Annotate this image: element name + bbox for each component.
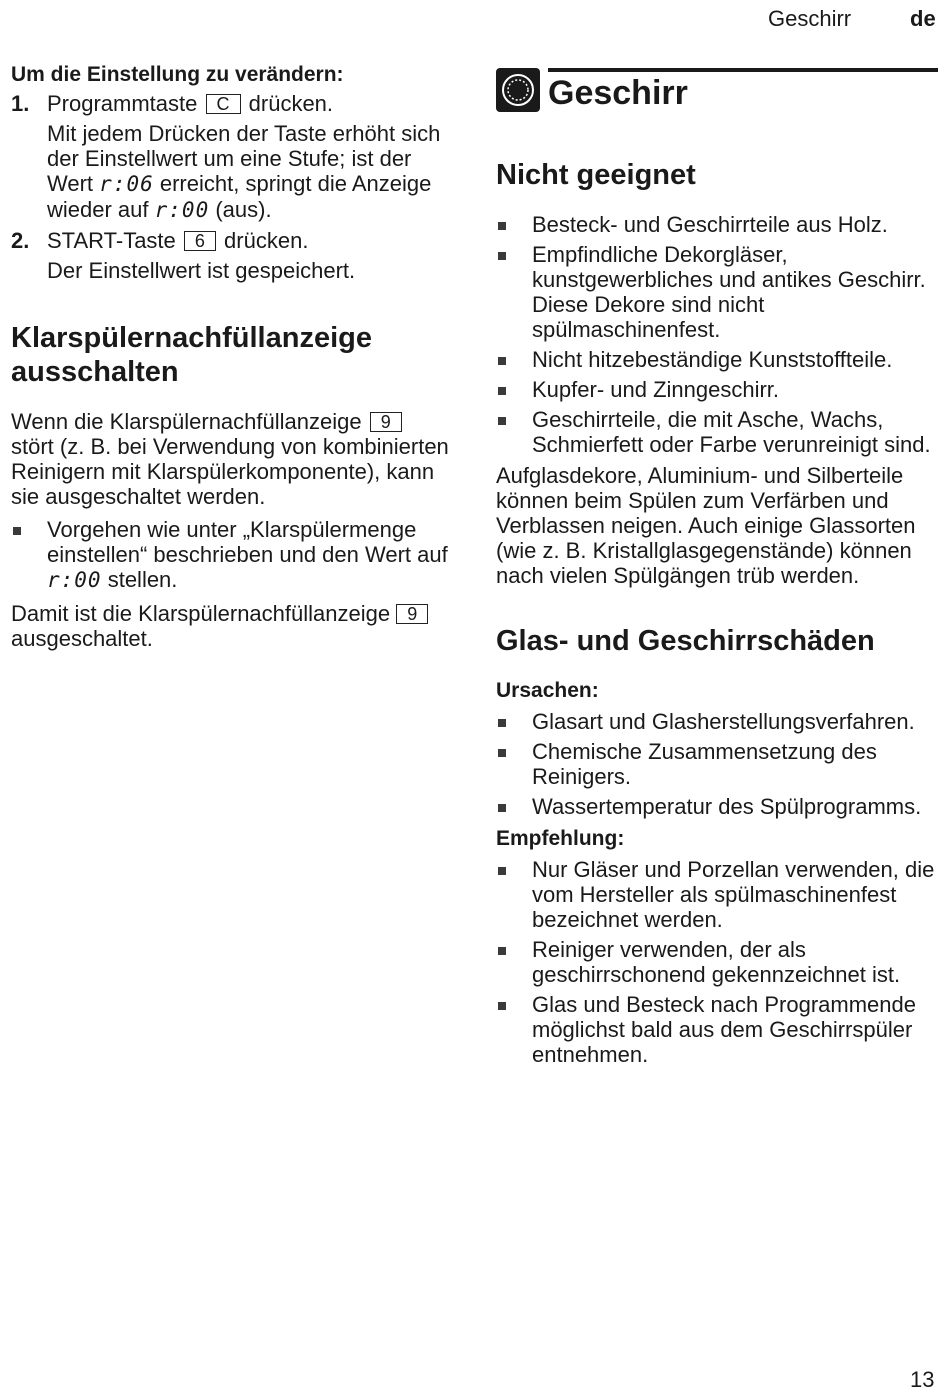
header-language: de	[910, 6, 936, 31]
list-item	[496, 937, 938, 987]
step-text: drücken.	[248, 91, 334, 116]
step-1-detail	[11, 121, 451, 223]
bullet-square	[498, 222, 506, 230]
list-item	[496, 347, 938, 372]
section-title: Geschirr	[548, 74, 688, 112]
list-item	[496, 377, 938, 402]
bullet-text: Empfindliche Dekorgläser, kunstgewerbliches und antikes Geschirr. Diese Dekore sind nicht spülmaschinenfest.	[532, 242, 926, 342]
bullet-text: Chemische Zusammensetzung des Reinigers.	[532, 739, 877, 789]
list-item	[496, 407, 938, 457]
bullet-square	[498, 719, 506, 727]
section-title-block	[496, 62, 938, 120]
right-column	[496, 62, 938, 1067]
bullet-square	[498, 867, 506, 875]
step-number: 1.	[11, 91, 30, 116]
list-item	[496, 212, 938, 237]
bullet-text: Nicht hitzebeständige Kunststoffteile.	[532, 347, 893, 372]
paragraph-text: Damit ist die Klarspülernachfüllanzeige	[11, 601, 391, 626]
bullet-text: Glas und Besteck nach Programmende möglichst bald aus dem Geschirrspüler entnehmen.	[532, 992, 916, 1067]
recommendation-subheading: Empfehlung:	[496, 827, 625, 850]
step-text: START-Taste	[47, 228, 176, 253]
change-setting-subheading: Um die Einstellung zu verändern:	[11, 63, 344, 86]
list-item	[496, 739, 938, 789]
bullet-text: stellen.	[107, 567, 178, 592]
bullet-square	[498, 387, 506, 395]
bullet-text: Vorgehen wie unter „Klarspülermenge einstellen“ beschrieben und den Wert auf	[47, 517, 448, 567]
bullet-text: Reiniger verwenden, der als geschirrschonend gekennzeichnet ist.	[532, 937, 901, 987]
header-section: Geschirr	[768, 6, 852, 31]
list-item	[496, 794, 938, 819]
display-value: r:00	[47, 568, 102, 592]
display-value: r:06	[99, 172, 154, 196]
list-item	[496, 709, 938, 734]
step-2	[11, 228, 451, 253]
bullet-square	[498, 947, 506, 955]
step-text: Programmtaste	[47, 91, 198, 116]
bullet-text: Besteck- und Geschirrteile aus Holz.	[532, 212, 888, 237]
title-rule	[548, 68, 938, 72]
bullet-square	[13, 527, 21, 535]
left-column	[11, 62, 451, 651]
key-6: 6	[184, 231, 216, 251]
key-9: 9	[396, 604, 428, 624]
bullet-square	[498, 804, 506, 812]
causes-subheading: Ursachen:	[496, 679, 599, 702]
paragraph-text: Wenn die Klarspülernachfüllanzeige	[11, 409, 362, 434]
paragraph-text: ausgeschaltet.	[11, 626, 153, 651]
detail-text: erreicht, springt die Anzeige wieder auf	[47, 171, 432, 222]
bullet-text: Geschirrteile, die mit Asche, Wachs, Schmierfett oder Farbe verunreinigt sind.	[532, 407, 931, 457]
list-item	[496, 242, 938, 342]
dishes-icon	[496, 68, 540, 112]
detail-text: Mit jedem Drücken der Taste erhöht sich der Einstellwert um eine Stufe; ist der Wert	[47, 121, 441, 196]
rinse-aid-result	[11, 601, 451, 651]
bullet-text: Glasart und Glasherstellungsverfahren.	[532, 709, 915, 734]
paragraph-text: stört (z. B. bei Verwendung von kombinierten Reinigern mit Klarspülerkomponente), kann sie ausgeschaltet werden.	[11, 434, 449, 509]
list-item	[11, 517, 451, 593]
key-c: C	[206, 94, 241, 114]
bullet-square	[498, 417, 506, 425]
step-1	[11, 91, 451, 116]
rinse-aid-heading: Klarspülernachfüllanzeige ausschalten	[11, 322, 372, 388]
unsuitable-list	[496, 212, 938, 457]
bullet-text: Kupfer- und Zinngeschirr.	[532, 377, 780, 402]
detail-text: (aus).	[215, 197, 272, 222]
rinse-aid-paragraph	[11, 409, 451, 509]
bullet-text: Wassertemperatur des Spülprogramms.	[532, 794, 922, 819]
step-number: 2.	[11, 228, 30, 253]
page-number: 13	[910, 1367, 935, 1392]
causes-list	[496, 709, 938, 819]
bullet-square	[498, 252, 506, 260]
unsuitable-heading: Nicht geeignet	[496, 159, 696, 191]
step-text: drücken.	[224, 228, 309, 253]
list-item	[496, 857, 938, 932]
step-2-detail: Der Einstellwert ist gespeichert.	[47, 258, 356, 283]
bullet-square	[498, 749, 506, 757]
recommendation-list	[496, 857, 938, 1067]
bullet-text: Nur Gläser und Porzellan verwenden, die vom Hersteller als spülmaschinenfest bezeichnet werden.	[532, 857, 935, 932]
bullet-square	[498, 1002, 506, 1010]
decor-paragraph: Aufglasdekore, Aluminium- und Silberteile können beim Spülen zum Verfärben und Verblassen neigen. Auch einige Glassorten (wie z. B. Kristallglasgegenstände) können nach vielen Spülgängen trüb werden.	[496, 463, 916, 588]
key-9: 9	[370, 412, 402, 432]
bullet-square	[498, 357, 506, 365]
list-item	[496, 992, 938, 1067]
display-value: r:00	[154, 198, 210, 222]
damage-heading: Glas- und Geschirrschäden	[496, 625, 875, 657]
